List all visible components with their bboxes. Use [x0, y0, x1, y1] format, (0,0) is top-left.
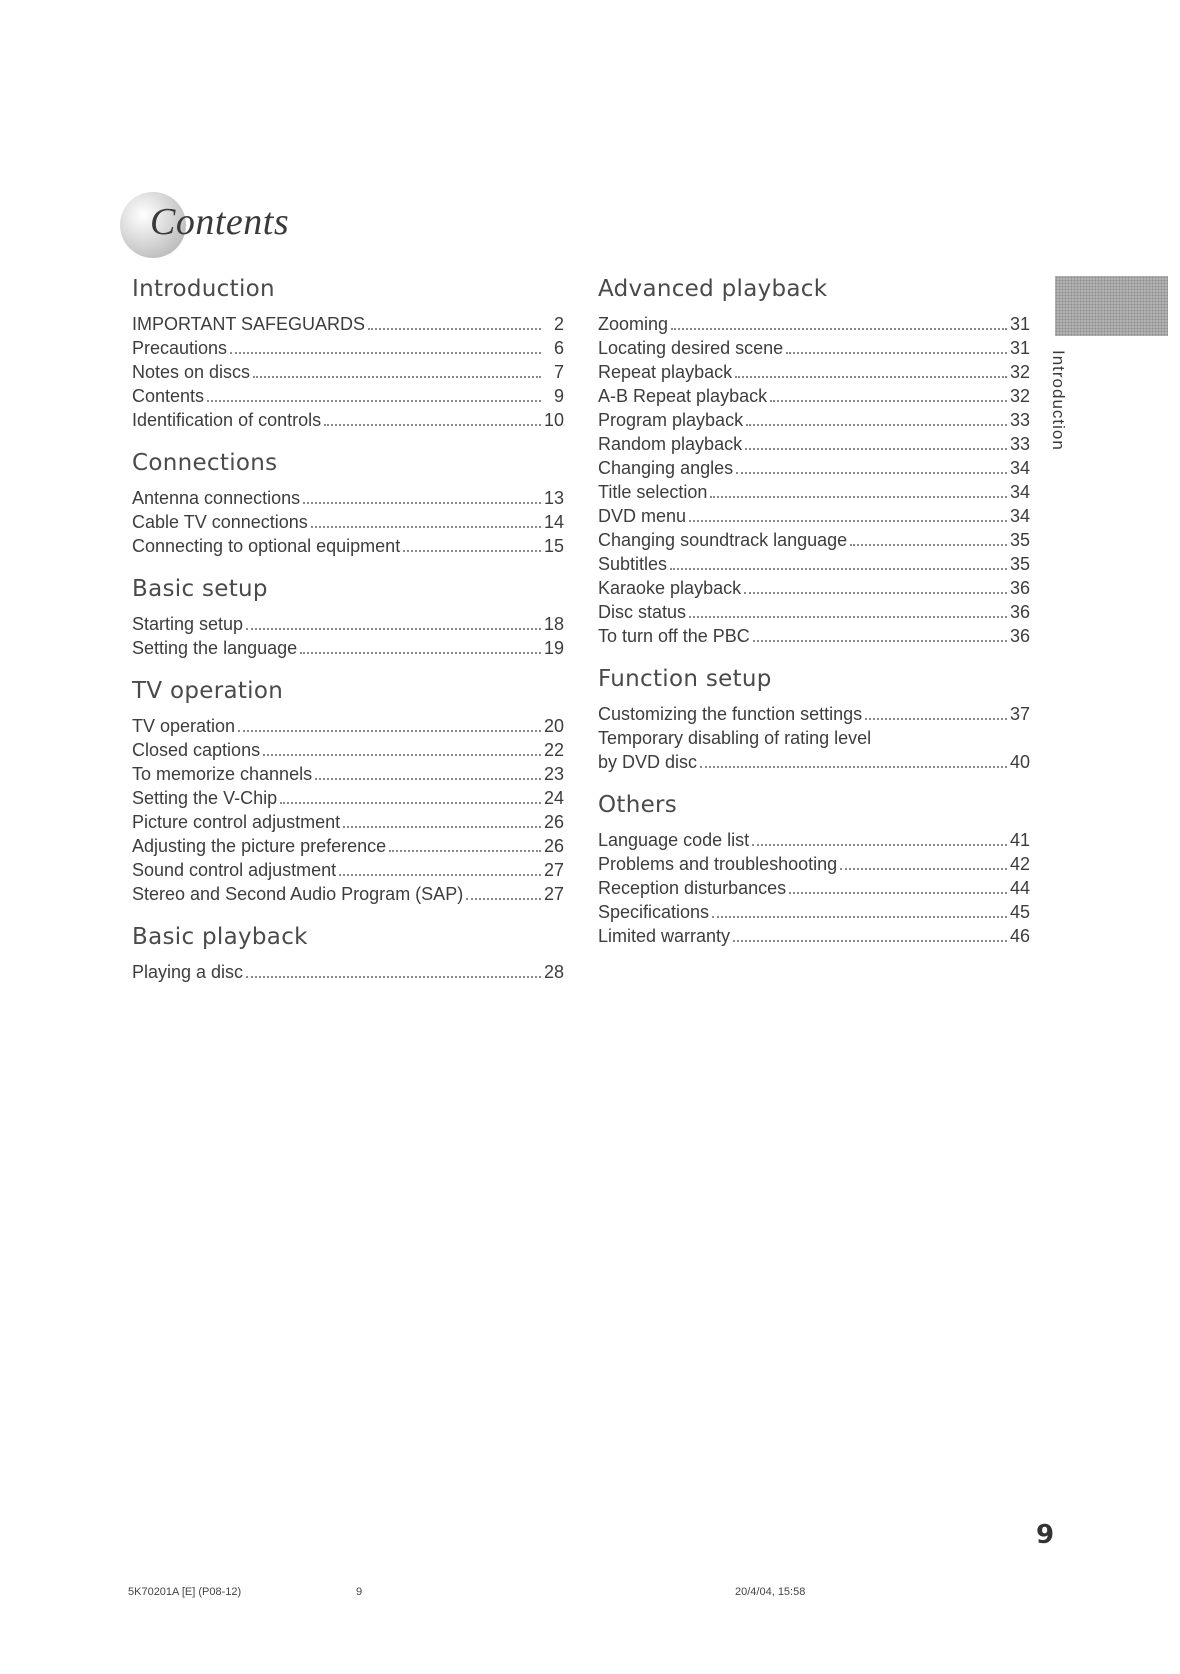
entry-page: 7 — [553, 362, 564, 382]
toc-entry — [132, 960, 564, 984]
entry-title: To turn off the PBC — [598, 626, 750, 646]
title-text: Contents — [150, 201, 290, 243]
section-heading: Basic setup — [132, 576, 268, 602]
section-tab — [1055, 276, 1168, 336]
dot-leader — [339, 874, 541, 876]
dot-leader — [735, 376, 1007, 378]
entry-page: 2 — [553, 314, 564, 334]
entry-title: Setting the language — [132, 638, 298, 658]
entry-page: 31 — [1009, 314, 1030, 334]
dot-leader — [315, 778, 541, 780]
toc-entry — [598, 876, 1030, 900]
entry-page: 23 — [543, 764, 564, 784]
entry-page: 36 — [1009, 626, 1030, 646]
entry-page: 40 — [1009, 752, 1030, 772]
toc-section — [598, 662, 1030, 774]
dot-leader — [280, 802, 541, 804]
dot-leader — [389, 850, 541, 852]
toc-section — [132, 272, 564, 432]
entry-title: Limited warranty — [598, 926, 731, 946]
entry-title: Cable TV connections — [132, 512, 308, 532]
toc-entry — [598, 624, 1030, 648]
left-column — [132, 272, 564, 998]
entry-title: To memorize channels — [132, 764, 313, 784]
footer-job-code: 5K70201A [E] (P08-12) — [128, 1586, 242, 1598]
toc-entry — [132, 336, 564, 360]
dot-leader — [403, 550, 541, 552]
entry-title: Connecting to optional equipment — [132, 536, 401, 556]
dot-leader — [744, 592, 1007, 594]
entry-title: Antenna connections — [132, 488, 301, 508]
section-heading: Introduction — [132, 276, 275, 302]
entry-title: Closed captions — [132, 740, 261, 760]
footer-page: 9 — [356, 1586, 363, 1598]
entry-title: Disc status — [598, 602, 687, 622]
entry-page: 34 — [1009, 482, 1030, 502]
page-number: 9 — [1036, 1520, 1055, 1550]
entry-title: Contents — [132, 386, 205, 406]
footer-timestamp: 20/4/04, 15:58 — [735, 1586, 806, 1598]
entry-page: 24 — [543, 788, 564, 808]
entry-page: 26 — [543, 812, 564, 832]
toc-entry — [598, 900, 1030, 924]
entry-title: Problems and troubleshooting — [598, 854, 838, 874]
entry-title: Starting setup — [132, 614, 244, 634]
entry-page: 34 — [1009, 506, 1030, 526]
dot-leader — [238, 730, 541, 732]
entry-title: Adjusting the picture preference — [132, 836, 387, 856]
dot-leader — [700, 766, 1007, 768]
toc-entry — [132, 810, 564, 834]
entry-page: 33 — [1009, 434, 1030, 454]
entry-page: 20 — [543, 716, 564, 736]
entry-page: 18 — [543, 614, 564, 634]
entry-title: Zooming — [598, 314, 669, 334]
entry-page: 32 — [1009, 362, 1030, 382]
entry-page: 46 — [1009, 926, 1030, 946]
toc-entry — [132, 534, 564, 558]
entry-title: Random playback — [598, 434, 743, 454]
entry-page: 14 — [543, 512, 564, 532]
toc-entry — [598, 924, 1030, 948]
toc-entry — [598, 726, 1030, 750]
toc-entry — [132, 714, 564, 738]
dot-leader — [712, 916, 1007, 918]
toc-entry — [598, 408, 1030, 432]
right-column — [598, 272, 1030, 962]
toc-entry — [598, 828, 1030, 852]
entry-title: Program playback — [598, 410, 744, 430]
toc-entry — [598, 552, 1030, 576]
entry-page: 9 — [553, 386, 564, 406]
dot-leader — [670, 568, 1007, 570]
section-heading: Basic playback — [132, 924, 308, 950]
dot-leader — [865, 718, 1007, 720]
dot-leader — [753, 640, 1007, 642]
toc-section — [132, 572, 564, 660]
entry-page: 27 — [543, 860, 564, 880]
toc-entry — [598, 456, 1030, 480]
entry-title: Customizing the function settings — [598, 704, 863, 724]
entry-page: 37 — [1009, 704, 1030, 724]
entry-page: 41 — [1009, 830, 1030, 850]
toc-entry — [598, 600, 1030, 624]
entry-page: 26 — [543, 836, 564, 856]
entry-title: by DVD disc — [598, 752, 698, 772]
entry-page: 36 — [1009, 602, 1030, 622]
section-tab-label: Introduction — [1049, 350, 1068, 451]
toc-entry — [598, 432, 1030, 456]
toc-entry — [598, 360, 1030, 384]
toc-section — [598, 272, 1030, 648]
dot-leader — [786, 352, 1007, 354]
dot-leader — [671, 328, 1007, 330]
entry-title: DVD menu — [598, 506, 687, 526]
entry-page: 15 — [543, 536, 564, 556]
dot-leader — [733, 940, 1007, 942]
entry-title: Language code list — [598, 830, 750, 850]
entry-title: Subtitles — [598, 554, 668, 574]
toc-entry — [132, 882, 564, 906]
dot-leader — [368, 328, 541, 330]
dot-leader — [789, 892, 1007, 894]
toc-entry — [598, 336, 1030, 360]
toc-entry — [598, 852, 1030, 876]
entry-page: 13 — [543, 488, 564, 508]
entry-title: Sound control adjustment — [132, 860, 337, 880]
section-heading: TV operation — [132, 678, 284, 704]
toc-entry — [132, 312, 564, 336]
dot-leader — [736, 472, 1007, 474]
entry-title: Changing angles — [598, 458, 734, 478]
entry-page: 31 — [1009, 338, 1030, 358]
entry-page: 36 — [1009, 578, 1030, 598]
dot-leader — [710, 496, 1007, 498]
toc-entry — [598, 702, 1030, 726]
entry-title: Locating desired scene — [598, 338, 784, 358]
entry-title: Precautions — [132, 338, 228, 358]
section-heading: Connections — [132, 450, 278, 476]
entry-page: 28 — [543, 962, 564, 982]
toc-entry — [598, 750, 1030, 774]
dot-leader — [746, 424, 1007, 426]
toc-entry — [132, 834, 564, 858]
dot-leader — [263, 754, 541, 756]
dot-leader — [300, 652, 541, 654]
entry-page: 33 — [1009, 410, 1030, 430]
entry-page: 45 — [1009, 902, 1030, 922]
toc-entry — [132, 762, 564, 786]
dot-leader — [230, 352, 541, 354]
toc-entry — [598, 528, 1030, 552]
toc-entry — [132, 786, 564, 810]
dot-leader — [246, 976, 541, 978]
entry-page: 35 — [1009, 530, 1030, 550]
entry-title: Title selection — [598, 482, 708, 502]
entry-page: 42 — [1009, 854, 1030, 874]
entry-title: Identification of controls — [132, 410, 322, 430]
toc-entry — [132, 408, 564, 432]
entry-page: 35 — [1009, 554, 1030, 574]
entry-title: Notes on discs — [132, 362, 251, 382]
toc-entry — [132, 738, 564, 762]
entry-page: 32 — [1009, 386, 1030, 406]
entry-page: 27 — [543, 884, 564, 904]
entry-page: 19 — [543, 638, 564, 658]
section-heading: Function setup — [598, 666, 772, 692]
entry-title: Playing a disc — [132, 962, 244, 982]
dot-leader — [311, 526, 541, 528]
dot-leader — [303, 502, 541, 504]
entry-title: Specifications — [598, 902, 710, 922]
toc-entry — [598, 312, 1030, 336]
entry-title: Temporary disabling of rating level — [598, 728, 872, 748]
dot-leader — [324, 424, 541, 426]
section-heading: Advanced playback — [598, 276, 828, 302]
entry-title: Reception disturbances — [598, 878, 787, 898]
entry-title: IMPORTANT SAFEGUARDS — [132, 314, 366, 334]
dot-leader — [850, 544, 1007, 546]
dot-leader — [253, 376, 541, 378]
section-heading: Others — [598, 792, 678, 818]
entry-page: 10 — [543, 410, 564, 430]
toc-entry — [132, 636, 564, 660]
toc-entry — [132, 486, 564, 510]
dot-leader — [840, 868, 1007, 870]
entry-title: Karaoke playback — [598, 578, 742, 598]
dot-leader — [689, 520, 1007, 522]
dot-leader — [466, 898, 541, 900]
toc-section — [132, 920, 564, 984]
dot-leader — [246, 628, 541, 630]
toc-entry — [132, 360, 564, 384]
contents-title — [120, 178, 320, 268]
entry-title: Setting the V-Chip — [132, 788, 278, 808]
toc-entry — [598, 576, 1030, 600]
entry-title: TV operation — [132, 716, 236, 736]
toc-entry — [132, 612, 564, 636]
toc-entry — [132, 384, 564, 408]
toc-entry — [598, 480, 1030, 504]
toc-entry — [132, 858, 564, 882]
toc-section — [132, 446, 564, 558]
toc-entry — [598, 384, 1030, 408]
entry-title: Stereo and Second Audio Program (SAP) — [132, 884, 464, 904]
entry-title: A-B Repeat playback — [598, 386, 768, 406]
entry-page: 34 — [1009, 458, 1030, 478]
dot-leader — [689, 616, 1007, 618]
entry-title: Changing soundtrack language — [598, 530, 848, 550]
dot-leader — [343, 826, 541, 828]
entry-page: 6 — [553, 338, 564, 358]
toc-section — [132, 674, 564, 906]
dot-leader — [207, 400, 541, 402]
toc-entry — [132, 510, 564, 534]
dot-leader — [770, 400, 1007, 402]
toc-section — [598, 788, 1030, 948]
entry-page: 44 — [1009, 878, 1030, 898]
dot-leader — [752, 844, 1007, 846]
entry-title: Picture control adjustment — [132, 812, 341, 832]
entry-title: Repeat playback — [598, 362, 733, 382]
dot-leader — [745, 448, 1007, 450]
toc-entry — [598, 504, 1030, 528]
entry-page: 22 — [543, 740, 564, 760]
